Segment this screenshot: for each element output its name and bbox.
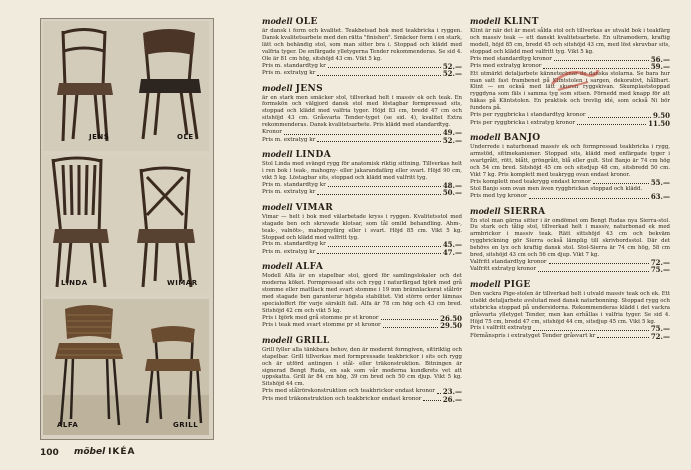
model-description: är en stark men smäcker stol, tillverkad helt i massiv ek och teak. En formskön och välgjord dansk stol med löstagbar formpressad sits, stoppad och klädd med valfria tyger. Höjd 83 cm, bredd 47 cm och sitshöjd 43 cm. Gråsvarta Tender-tyget (se sid. 4), kvalitet Extra rekommenderas. Dansk kvalitetsarbete. Pris klädd med standardtyg. — [262, 94, 462, 129]
price-value: 52.— — [442, 69, 462, 79]
caption-alfa: ALFA — [57, 421, 79, 429]
model-heading — [262, 335, 462, 347]
price-value: 59.— — [650, 62, 670, 72]
model-name: JENS — [295, 83, 324, 94]
price-line — [470, 325, 670, 333]
chairs-alfa-grill-image — [43, 299, 209, 435]
caption-jens: JENS — [89, 133, 110, 141]
price-value: 49.— — [442, 128, 462, 138]
price-label: Pris m. extratyg kr — [262, 136, 316, 143]
entry-sierra — [470, 206, 670, 274]
model-label: modell — [470, 278, 501, 289]
price-line — [262, 189, 462, 197]
price-value: 23.— — [442, 387, 462, 397]
price-value: 11.50 — [648, 118, 670, 128]
price-line — [470, 120, 670, 128]
price-label: Pris komplett med teakrygg endast kronor — [470, 178, 591, 185]
price-label: Pris m. extratyg kr — [262, 70, 316, 77]
entry-grill — [262, 335, 462, 403]
photo-jens-ole — [43, 21, 209, 151]
model-heading — [470, 132, 670, 144]
model-label: modell — [470, 132, 501, 143]
model-description: En stol man gärna sitter i är omdömet om Bengt Rudas nya Sierra-stol. Du stark och tålig stol, tillverkad helt i massiv, naturbonad ek med armbrickor i massiv teak. Rätt sittshöjd 43 cm och bekväm ryggbrickning gör Sierra också lämplig till skrivbordsstol. Där det behövs en lyx och kraftig dansk stol. Stol-Sierra är 74 cm hög, 58 cm bred, sitshöjd 43 cm och 56 cm djup. Vikt 7 kg. — [470, 217, 670, 259]
price-label: Pris med tyg kronor — [470, 193, 527, 199]
price-value: 72.— — [650, 331, 670, 341]
chairs-linda-wimar-image — [43, 155, 209, 295]
model-name: OLE — [295, 17, 318, 27]
price-label: Pris m. standardtyg kr — [262, 62, 326, 69]
model-label: modell — [262, 16, 293, 26]
entry-jens — [262, 83, 462, 145]
price-line — [470, 266, 670, 274]
price-label: Pris med träkonstruktion och teakbrickor endast kronor — [262, 395, 422, 402]
price-line — [262, 241, 462, 249]
caption-grill: GRILL — [173, 421, 199, 429]
price-line — [262, 182, 462, 190]
chair-photo-panel — [40, 18, 214, 440]
price-label: Pris m. standardtyg kr — [262, 241, 326, 248]
model-name: VIMAR — [295, 202, 334, 213]
price-line — [470, 179, 670, 187]
entry-banjo — [470, 132, 670, 200]
model-description-extra: Ett utmärkt detaljarbete kännetecknar de danska stolarna. Se bara hur man satt fast frambenet på Klintstolen i sargen, dekorativt, hållbart. Klint — en också med lätt skuren ryggskivan. Skumplaststoppad ryggdyna som fäls i samma tyg som sitsen. Förnedd med knapp för att häkas på Klintstolen. En praktisk och trevlig idé, som också Ni bör fundera på. — [470, 70, 670, 112]
price-line — [262, 63, 462, 71]
price-value: 75.— — [650, 324, 670, 334]
price-line — [470, 112, 670, 120]
entry-pige — [470, 279, 670, 341]
price-value: 52.— — [442, 135, 462, 145]
price-label: Pris med standardtyg kronor — [470, 55, 552, 62]
price-label: Pris per ryggbricka i standardtyg kronor — [470, 112, 586, 119]
entry-linda — [262, 149, 462, 197]
model-description: Grill fyller alla tänkbara behov, den är modernt formgiven, sittriktig och stapelbar. Grill tillverkas med formpressade teakbrickor i sits och rygg och är utförd antingen i stål- eller träkonstruktion. Bitningen är signerad Bengt Ruda, en sak som vår moderna kundkrets vet att uppskatta. Grill är 84 cm hög, 39 cm bred och 50 cm djup. Vikt 5 kg. Sitshöjd 44 cm. — [262, 346, 462, 388]
price-value: 50.— — [442, 188, 462, 198]
page-number: 100 — [40, 448, 59, 458]
model-description-extra: Stol Banjo som ovan men även ryggbrickan stoppad och klädd. — [470, 186, 643, 193]
price-line — [470, 56, 670, 64]
price-label: Pris med stålrörskonstruktion och teakbrickor endast kronor — [262, 388, 435, 395]
model-heading — [470, 16, 670, 28]
model-label: modell — [262, 149, 293, 160]
model-heading — [262, 16, 462, 28]
price-value: 72.— — [650, 257, 670, 267]
model-heading — [262, 261, 462, 273]
price-label: Pris i valfritt extratyg — [470, 325, 532, 332]
photo-linda-wimar — [43, 155, 209, 295]
price-line — [262, 315, 462, 323]
price-line — [262, 322, 462, 330]
price-value: 29.50 — [440, 321, 462, 331]
model-label: modell — [262, 201, 293, 212]
price-value: 47.— — [442, 247, 462, 257]
model-name: PIGE — [503, 279, 531, 290]
price-line — [470, 259, 670, 267]
model-heading — [470, 206, 670, 218]
model-description: Stol Linda med svängd rygg för anatomisk riktig sittning. Tillverkas helt i ren bok i teak-, mahogny- eller jakarandafärg eller svart. Höjd 90 cm, vikt 5 kg. Löstagbar sits, stoppad och klädd med valfritt tyg. — [262, 161, 462, 181]
caption-linda: LINDA — [61, 279, 88, 287]
entry-alfa — [262, 261, 462, 329]
price-line — [262, 129, 462, 137]
price-line — [262, 70, 462, 78]
model-name: KLINT — [503, 17, 539, 27]
model-label: modell — [262, 334, 293, 345]
price-label: Kronor — [262, 129, 282, 136]
entry-vimar — [262, 202, 462, 257]
price-line — [262, 137, 462, 145]
price-value: 26.— — [442, 394, 462, 404]
price-label: Pris i björk med grå stomme pr st kronor — [262, 314, 379, 321]
model-description: Klint är när det är mest sålda stol och tillverkas av utvald bok i teakfärg och massiv teak — ett danskt kvalitetsarbete. En ultramodern, kraftig modell, höjd 85 cm, bredd 45 och sitshöjd 43 cm, med löst skruvbar sits, stoppad och klädd med valfritt tyg. Vikt 5 kg. — [470, 28, 670, 55]
price-label: Pris m. standardtyg kr — [262, 181, 326, 188]
model-description: är dansk i form och kvalitet. Teakbetsad bok med teakbricka i ryggen. Dansk kvalitetsarbete med den rätta "finishen". Smäcker form i en stark, lätt och behändig stol, som man sitter bra i. Stoppad och klädd med valfria tyger. De enfärgade ylletygerna Tender rekommenderas. Se sid 4. Ole är 81 cm hög, sitshöjd 43 cm. Vikt 5 kg. — [262, 28, 462, 62]
model-heading — [262, 83, 462, 95]
model-name: GRILL — [295, 335, 330, 346]
price-value: 45.— — [442, 240, 462, 250]
brand-ikea: IKÉA — [108, 447, 136, 457]
price-label: Pris med extratyg kronor — [470, 63, 542, 70]
model-description: Underrede i naturbonad massiv ek och formpressad teakbricka i rygg, armstöd, sittmekanismer. Stoppad sits, klädd med enfärgade tyger i svartgrått, rött, blått, gröngrått, blå eller gult. Stol Banjo är 74 cm hög och 54 cm bred. Sitshöjd 45 cm och sitsdjup 48 cm, sitsbredd 50 cm. Vikt 7 kg. Pris komplett med teakrygg ovan endast kronor. — [470, 144, 670, 178]
price-line — [262, 396, 462, 404]
price-label: Pris i teak med svart stomme pr st kronor — [262, 322, 381, 329]
brand-mobel: möbel — [74, 447, 106, 457]
price-label: Pris m. extratyg kr — [262, 189, 316, 196]
model-description: Den vackra Pige-stolen är tillverkad helt i utvald massiv teak och ek. Ett utsökt detaljarbete avslutad med dansk naturbonning. Stoppad rygg och sitsbricka stoppad på undersidorna. Rekommenderas klädd i det vackra gråsvarta ylletyget Tender, men kan erhållas i valfria tyger. Se sid 4. Höjd 75 cm, bredd 47 cm, sitshöjd 44 cm, sitsdjup 45 cm. Vikt 5 kg. — [470, 290, 670, 325]
text-column-1 — [262, 14, 462, 408]
caption-ole: OLE — [177, 133, 194, 141]
price-line — [470, 193, 670, 201]
entry-ole — [262, 16, 462, 78]
price-value: 55.— — [650, 177, 670, 187]
model-name: LINDA — [295, 150, 332, 161]
price-label: Valfritt standardtyg kronor — [470, 258, 547, 265]
red-stamp-mark — [548, 64, 602, 94]
price-label: Förmånspris i extratyget Tender gråsvart kr — [470, 332, 596, 339]
model-label: modell — [262, 261, 293, 272]
price-label: Pris m. extratyg kr — [262, 248, 316, 255]
price-value: 48.— — [442, 180, 462, 190]
model-name: ALFA — [295, 262, 324, 273]
chairs-jens-ole-image — [43, 21, 209, 151]
brand-logo — [74, 447, 136, 457]
model-heading — [470, 279, 670, 291]
model-heading — [262, 202, 462, 214]
price-value: 56.— — [650, 54, 670, 64]
model-name: BANJO — [503, 133, 541, 144]
price-value: 26.50 — [440, 313, 462, 323]
price-value: 63.— — [650, 192, 670, 201]
photo-alfa-grill — [43, 299, 209, 435]
price-value: 52.— — [442, 61, 462, 71]
caption-wimar: WIMAR — [167, 279, 198, 287]
price-line — [262, 249, 462, 257]
model-label: modell — [262, 82, 293, 93]
price-line — [262, 388, 462, 396]
model-description: Modell Alfa är en stapelbar stol, gjord för samlingslokaler och det moderna köket. Formpressad sits och rygg i naturfärgad björk med grå stomme eller mattlack med svart stomme i 19 mm brännlackerat stålrör med stagade ben garanterar högsta stabilitet. Vid större order lämnas specialoffert för varje särskilt fall. Alfa är 78 cm hög och 43 cm bred. Sitshöjd 42 cm och vikt 5 kg. — [262, 273, 462, 314]
price-label: Pris per ryggbricka i extratyg kronor — [470, 119, 576, 126]
model-label: modell — [470, 205, 501, 216]
model-label: modell — [470, 16, 501, 26]
price-line — [470, 333, 670, 341]
price-value: 9.50 — [652, 111, 670, 121]
model-heading — [262, 149, 462, 161]
model-description: Vimar — helt i bok med välarbetade kryss i ryggen. Kvalitetsstol med stagade ben och skruvade klotsar, som tål omild behandling. Ahm-, teak-, valnöts-, mahognyfärg eller i svart. Höjd 85 cm. Vikt 5 kg. Stoppad och klädd med valfritt tyg. — [262, 213, 462, 241]
price-label: Valfritt extratyg kronor — [470, 266, 537, 273]
model-name: SIERRA — [503, 206, 546, 217]
price-value: 75.— — [650, 265, 670, 275]
